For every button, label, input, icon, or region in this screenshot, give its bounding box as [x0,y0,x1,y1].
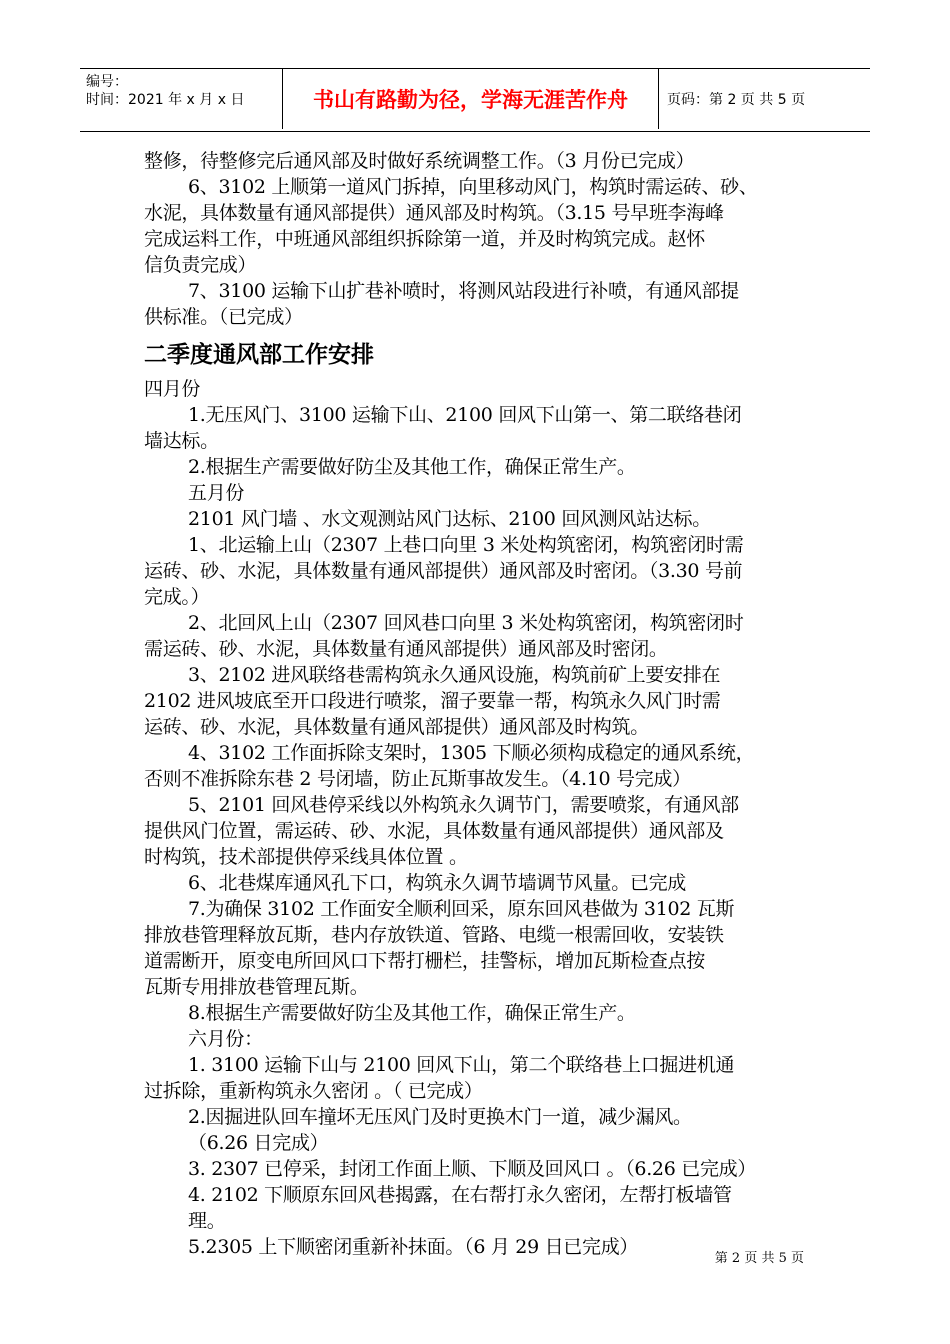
paragraph-line: 6、3102 上顺第一道风门拆掉，向里移动风门，构筑时需运砖、砂、 [188,176,758,198]
paragraph-line: 运砖、砂、水泥，具体数量有通风部提供）通风部及时密闭。（3.30 号前 [144,560,743,582]
paragraph-line: 四月份 [144,378,201,400]
paragraph-line: 5.2305 上下顺密闭重新补抹面。（6 月 29 日已完成） [188,1236,639,1258]
paragraph-line: 提供风门位置，需运砖、砂、水泥，具体数量有通风部提供）通风部及 [144,820,724,842]
paragraph-line: 1、北运输上山（2307 上巷口向里 3 米处构筑密闭，构筑密闭时需 [188,534,744,556]
paragraph-line: 5、2101 回风巷停采线以外构筑永久调节门，需要喷浆，有通风部 [188,794,739,816]
paragraph-line: 1.无压风门、3100 运输下山、2100 回风下山第一、第二联络巷闭 [188,404,742,426]
paragraph-line: 8.根据生产需要做好防尘及其他工作，确保正常生产。 [188,1002,636,1024]
header-meta-cell [80,69,283,129]
paragraph-line: 1. 3100 运输下山与 2100 回风下山，第二个联络巷上口掘进机通 [188,1054,735,1076]
paragraph-line: 需运砖、砂、水泥，具体数量有通风部提供）通风部及时密闭。 [144,638,668,660]
paragraph-line: 理。 [188,1210,226,1232]
paragraph-line: 2102 进风坡底至开口段进行喷浆，溜子要靠一帮，构筑永久风门时需 [144,690,721,712]
header-page-number: 页码：第 2 页 共 5 页 [667,92,806,108]
paragraph-line: 2、北回风上山（2307 回风巷口向里 3 米处构筑密闭，构筑密闭时 [188,612,744,634]
body-section-before [144,148,812,330]
paragraph-line: 运砖、砂、水泥，具体数量有通风部提供）通风部及时构筑。 [144,716,649,738]
paragraph-line: 供标准。（已完成） [144,306,303,328]
header-motto: 书山有路勤为径，学海无涯苦作舟 [283,69,659,129]
paragraph-line: 整修，待整修完后通风部及时做好系统调整工作。（3 月份已完成） [144,150,695,172]
paragraph-line: 过拆除，重新构筑永久密闭 。（ 已完成） [144,1080,483,1102]
paragraph-line: 道需断开，原变电所回风口下帮打栅栏，挂警标，增加瓦斯检查点按 [144,950,706,972]
doc-number-label: 编号： [86,74,128,90]
paragraph-line: 2.因掘进队回车撞坏无压风门及时更换木门一道，减少漏风。 [188,1106,692,1128]
paragraph-line: 6、北巷煤库通风孔下口，构筑永久调节墙调节风量。已完成 [188,872,686,894]
paragraph-line: 墙达标。 [144,430,219,452]
paragraph-line: 4. 2102 下顺原东回风巷揭露，在右帮打永久密闭，左帮打板墙管 [188,1184,732,1206]
date-label: 时间：2021 年 x 月 x 日 [86,92,245,108]
paragraph-line: 4、3102 工作面拆除支架时，1305 下顺必须构成稳定的通风系统， [188,742,755,764]
paragraph-line: 7、3100 运输下山扩巷补喷时，将测风站段进行补喷，有通风部提 [188,280,739,302]
paragraph-line: 完成。） [144,586,210,608]
document-body [144,148,812,1260]
page-header [80,68,870,132]
paragraph-line: 完成运料工作，中班通风部组织拆除第一道，并及时构筑完成。赵怀 [144,228,706,250]
paragraph-line: 水泥，具体数量有通风部提供）通风部及时构筑。（3.15 号早班李海峰 [144,202,724,224]
paragraph-line: 7.为确保 3102 工作面安全顺利回采，原东回风巷做为 3102 瓦斯 [188,898,735,920]
paragraph-line: 信负责完成） [144,254,257,276]
paragraph-line: 瓦斯专用排放巷管理瓦斯。 [144,976,369,998]
section-heading: 二季度通风部工作安排 [144,342,374,368]
paragraph-line: 2.根据生产需要做好防尘及其他工作，确保正常生产。 [188,456,636,478]
paragraph-line: 六月份： [188,1028,263,1050]
paragraph-line: 2101 风门墙 、水文观测站风门达标、2100 回风测风站达标。 [188,508,711,530]
page-footer: 第 2 页 共 5 页 [714,1251,804,1266]
paragraph-line: 五月份 [188,482,245,504]
paragraph-line: 3、2102 进风联络巷需构筑永久通风设施，构筑前矿上要安排在 [188,664,721,686]
body-section-after [144,376,812,1260]
paragraph-line: 否则不准拆除东巷 2 号闭墙，防止瓦斯事故发生。（4.10 号完成） [144,768,691,790]
paragraph-line: 时构筑，技术部提供停采线具体位置 。 [144,846,468,868]
paragraph-line: （6.26 日完成） [188,1132,329,1154]
paragraph-line: 3. 2307 已停采，封闭工作面上顺、下顺及回风口 。（6.26 已完成） [188,1158,757,1180]
paragraph-line: 排放巷管理释放瓦斯，巷内存放铁道、管路、电缆一根需回收，安装铁 [144,924,724,946]
